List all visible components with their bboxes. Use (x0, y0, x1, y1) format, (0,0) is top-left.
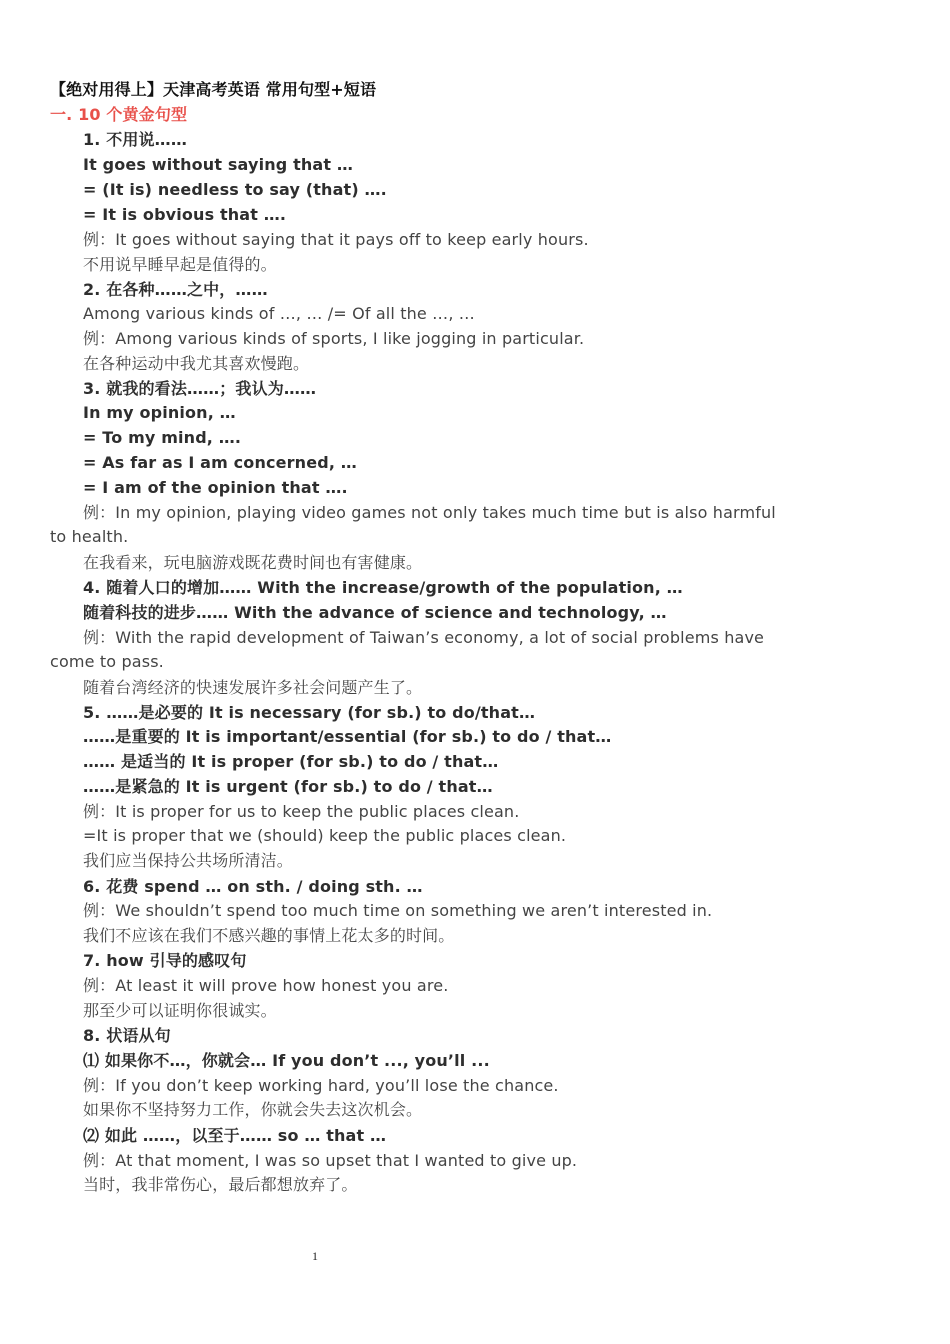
item-heading-5: 5. ……是必要的 It is necessary (for sb.) to do/that… (83, 703, 536, 722)
example-translation: 我们应当保持公共场所清洁。 (83, 851, 293, 870)
page-number: 1 (312, 1249, 318, 1263)
sentence-pattern: = To my mind, …. (83, 428, 242, 447)
example-sentence-continued: to health. (50, 527, 129, 546)
example-translation: 如果你不坚持努力工作，你就会失去这次机会。 (83, 1100, 423, 1119)
sentence-pattern: Among various kinds of …, … /= Of all the …, … (83, 304, 475, 323)
example-translation: 在各种运动中我尤其喜欢慢跑。 (83, 354, 310, 373)
example-translation: 那至少可以证明你很诚实。 (83, 1001, 277, 1020)
sentence-pattern: ……是重要的 It is important/essential (for sb.) to do / that… (83, 727, 612, 746)
item-heading-8: 8. 状语从句 (83, 1026, 171, 1045)
document-title: 【绝对用得上】天津高考英语 常用句型+短语 (50, 80, 377, 99)
example-sentence: 例：At least it will prove how honest you are. (83, 976, 449, 995)
example-sentence: 例：With the rapid development of Taiwan’s economy, a lot of social problems have (83, 628, 765, 647)
sub-item-heading: ⑴ 如果你不…，你就会… If you don’t ..., you’ll ... (83, 1051, 490, 1070)
example-sentence: 例：In my opinion, playing video games not only takes much time but is also harmful (83, 503, 776, 522)
sub-item-heading: ⑵ 如此 ……，以至于…… so … that … (83, 1126, 387, 1145)
sentence-pattern: = (It is) needless to say (that) …. (83, 180, 387, 199)
example-sentence: 例：It goes without saying that it pays off to keep early hours. (83, 230, 589, 249)
example-sentence: 例：If you don’t keep working hard, you’ll lose the chance. (83, 1076, 559, 1095)
example-sentence-continued: come to pass. (50, 652, 164, 671)
section-heading: 一. 10 个黄金句型 (50, 105, 188, 124)
sentence-pattern: 随着科技的进步…… With the advance of science and technology, … (83, 603, 667, 622)
example-sentence: 例：Among various kinds of sports, I like jogging in particular. (83, 329, 585, 348)
item-heading-3: 3. 就我的看法……；我认为…… (83, 379, 317, 398)
sentence-pattern: ……是紧急的 It is urgent (for sb.) to do / that… (83, 777, 493, 796)
example-sentence: 例：We shouldn’t spend too much time on something we aren’t interested in. (83, 901, 713, 920)
example-sentence: 例：At that moment, I was so upset that I wanted to give up. (83, 1151, 578, 1170)
item-heading-4: 4. 随着人口的增加…… With the increase/growth of the population, … (83, 578, 683, 597)
item-heading-2: 2. 在各种……之中，…… (83, 280, 268, 299)
sentence-pattern: In my opinion, … (83, 403, 236, 422)
sentence-pattern: It goes without saying that … (83, 155, 354, 174)
item-heading-6: 6. 花费 spend … on sth. / doing sth. … (83, 877, 423, 896)
sentence-pattern: = As far as I am concerned, … (83, 453, 357, 472)
sentence-pattern: = I am of the opinion that …. (83, 478, 348, 497)
sentence-pattern: …… 是适当的 It is proper (for sb.) to do / that… (83, 752, 499, 771)
example-sentence: 例：It is proper for us to keep the public places clean. (83, 802, 520, 821)
example-translation: 我们不应该在我们不感兴趣的事情上花太多的时间。 (83, 926, 455, 945)
example-translation: 随着台湾经济的快速发展许多社会问题产生了。 (83, 678, 423, 697)
example-translation: 不用说早睡早起是值得的。 (83, 255, 277, 274)
example-sentence: =It is proper that we (should) keep the public places clean. (83, 826, 567, 845)
item-heading-1: 1. 不用说…… (83, 130, 187, 149)
item-heading-7: 7. how 引导的感叹句 (83, 951, 247, 970)
example-translation: 在我看来，玩电脑游戏既花费时间也有害健康。 (83, 553, 423, 572)
sentence-pattern: = It is obvious that …. (83, 205, 287, 224)
example-translation: 当时，我非常伤心，最后都想放弃了。 (83, 1175, 358, 1194)
